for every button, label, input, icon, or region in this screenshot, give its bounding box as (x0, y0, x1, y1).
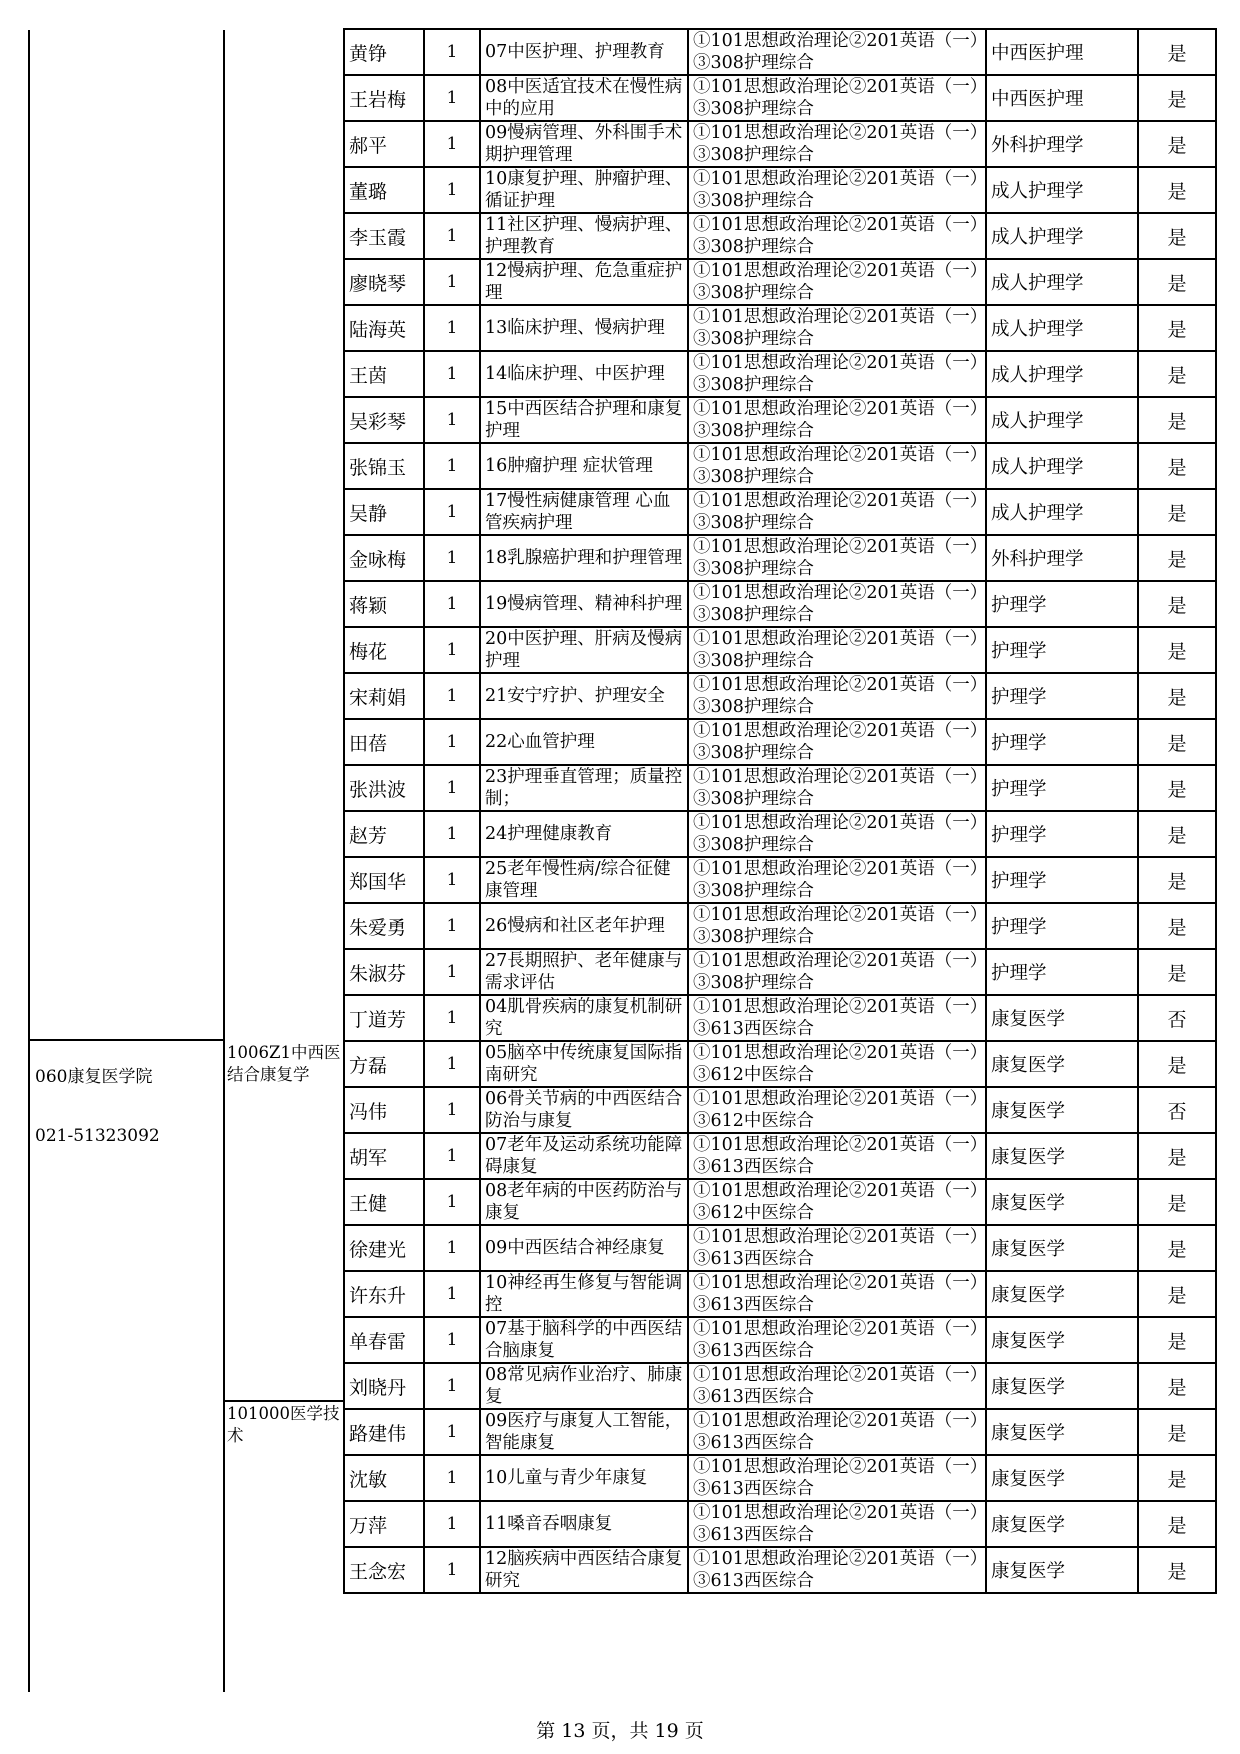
department: 护理学 (986, 765, 1138, 811)
research-direction: 15中西医结合护理和康复护理 (480, 397, 688, 443)
table-row (344, 397, 1216, 443)
exam-subjects: ①101思想政治理论②201英语（一）③613西医综合 (688, 1271, 986, 1317)
exam-subjects: ①101思想政治理论②201英语（一）③308护理综合 (688, 811, 986, 857)
tuimian-flag: 是 (1138, 535, 1216, 581)
exam-subjects: ①101思想政治理论②201英语（一）③613西医综合 (688, 1363, 986, 1409)
department: 中西医护理 (986, 29, 1138, 75)
exam-subjects: ①101思想政治理论②201英语（一）③308护理综合 (688, 949, 986, 995)
enrollment-count: 1 (424, 811, 480, 857)
enrollment-count: 1 (424, 1133, 480, 1179)
research-direction: 17慢性病健康管理 心血管疾病护理 (480, 489, 688, 535)
department: 康复医学 (986, 1087, 1138, 1133)
enrollment-count: 1 (424, 535, 480, 581)
exam-subjects: ①101思想政治理论②201英语（一）③308护理综合 (688, 581, 986, 627)
research-direction: 10儿童与青少年康复 (480, 1455, 688, 1501)
exam-subjects: ①101思想政治理论②201英语（一）③308护理综合 (688, 213, 986, 259)
supervisor-name: 许东升 (344, 1271, 424, 1317)
tuimian-flag: 是 (1138, 397, 1216, 443)
department: 康复医学 (986, 1409, 1138, 1455)
table-row (344, 75, 1216, 121)
enrollment-count: 1 (424, 213, 480, 259)
tuimian-flag: 是 (1138, 1041, 1216, 1087)
tuimian-flag: 是 (1138, 1363, 1216, 1409)
enrollment-count: 1 (424, 1271, 480, 1317)
exam-subjects: ①101思想政治理论②201英语（一）③308护理综合 (688, 29, 986, 75)
table-row (344, 351, 1216, 397)
enrollment-count: 1 (424, 1501, 480, 1547)
tuimian-flag: 是 (1138, 857, 1216, 903)
enrollment-count: 1 (424, 765, 480, 811)
research-direction: 20中医护理、肝病及慢病护理 (480, 627, 688, 673)
research-direction: 08常见病作业治疗、肺康复 (480, 1363, 688, 1409)
supervisor-name: 李玉霞 (344, 213, 424, 259)
supervisor-name: 张洪波 (344, 765, 424, 811)
table-row (344, 903, 1216, 949)
exam-subjects: ①101思想政治理论②201英语（一）③612中医综合 (688, 1179, 986, 1225)
research-direction: 12脑疾病中西医结合康复研究 (480, 1547, 688, 1593)
tuimian-flag: 是 (1138, 1225, 1216, 1271)
department: 成人护理学 (986, 259, 1138, 305)
tuimian-flag: 是 (1138, 213, 1216, 259)
department: 成人护理学 (986, 351, 1138, 397)
research-direction: 14临床护理、中医护理 (480, 351, 688, 397)
tuimian-flag: 是 (1138, 305, 1216, 351)
research-direction: 18乳腺癌护理和护理管理 (480, 535, 688, 581)
exam-subjects: ①101思想政治理论②201英语（一）③612中医综合 (688, 1041, 986, 1087)
table-row (344, 121, 1216, 167)
supervisor-name: 张锦玉 (344, 443, 424, 489)
tuimian-flag: 是 (1138, 1547, 1216, 1593)
supervisor-name: 吴彩琴 (344, 397, 424, 443)
enrollment-count: 1 (424, 1179, 480, 1225)
supervisor-name: 万萍 (344, 1501, 424, 1547)
enrollment-count: 1 (424, 1363, 480, 1409)
table-row (344, 213, 1216, 259)
research-direction: 08中医适宜技术在慢性病中的应用 (480, 75, 688, 121)
exam-subjects: ①101思想政治理论②201英语（一）③308护理综合 (688, 857, 986, 903)
table-row (344, 167, 1216, 213)
enrollment-count: 1 (424, 1317, 480, 1363)
exam-subjects: ①101思想政治理论②201英语（一）③613西医综合 (688, 1547, 986, 1593)
enrollment-count: 1 (424, 167, 480, 213)
tuimian-flag: 是 (1138, 811, 1216, 857)
table-row (344, 627, 1216, 673)
supervisor-name: 梅花 (344, 627, 424, 673)
enrollment-count: 1 (424, 627, 480, 673)
research-direction: 10神经再生修复与智能调控 (480, 1271, 688, 1317)
supervisor-table (343, 28, 1217, 1594)
left-column-border (28, 30, 30, 1692)
supervisor-name: 董璐 (344, 167, 424, 213)
tuimian-flag: 是 (1138, 903, 1216, 949)
tuimian-flag: 是 (1138, 75, 1216, 121)
tuimian-flag: 是 (1138, 351, 1216, 397)
supervisor-name: 沈敏 (344, 1455, 424, 1501)
research-direction: 05脑卒中传统康复国际指南研究 (480, 1041, 688, 1087)
research-direction: 08老年病的中医药防治与康复 (480, 1179, 688, 1225)
department: 护理学 (986, 719, 1138, 765)
supervisor-name: 朱爱勇 (344, 903, 424, 949)
exam-subjects: ①101思想政治理论②201英语（一）③308护理综合 (688, 489, 986, 535)
table-row (344, 811, 1216, 857)
department: 康复医学 (986, 1317, 1138, 1363)
exam-subjects: ①101思想政治理论②201英语（一）③613西医综合 (688, 1455, 986, 1501)
supervisor-name: 冯伟 (344, 1087, 424, 1133)
tuimian-flag: 是 (1138, 1501, 1216, 1547)
research-direction: 10康复护理、肿瘤护理、循证护理 (480, 167, 688, 213)
research-direction: 25老年慢性病/综合征健康管理 (480, 857, 688, 903)
research-direction: 27長期照护、老年健康与需求评估 (480, 949, 688, 995)
tuimian-flag: 是 (1138, 29, 1216, 75)
tuimian-flag: 是 (1138, 1317, 1216, 1363)
tuimian-flag: 是 (1138, 1133, 1216, 1179)
supervisor-name: 郑国华 (344, 857, 424, 903)
tuimian-flag: 是 (1138, 1179, 1216, 1225)
tuimian-flag: 是 (1138, 489, 1216, 535)
enrollment-count: 1 (424, 75, 480, 121)
tuimian-flag: 是 (1138, 949, 1216, 995)
research-direction: 09慢病管理、外科围手术期护理管理 (480, 121, 688, 167)
enrollment-count: 1 (424, 443, 480, 489)
department: 成人护理学 (986, 489, 1138, 535)
research-direction: 13临床护理、慢病护理 (480, 305, 688, 351)
tuimian-flag: 是 (1138, 627, 1216, 673)
supervisor-name: 陆海英 (344, 305, 424, 351)
exam-subjects: ①101思想政治理论②201英语（一）③308护理综合 (688, 535, 986, 581)
exam-subjects: ①101思想政治理论②201英语（一）③308护理综合 (688, 673, 986, 719)
supervisor-name: 赵芳 (344, 811, 424, 857)
table-row (344, 259, 1216, 305)
table-row (344, 1179, 1216, 1225)
supervisor-name: 王茵 (344, 351, 424, 397)
research-direction: 11嗓音吞咽康复 (480, 1501, 688, 1547)
department: 护理学 (986, 673, 1138, 719)
tuimian-flag: 是 (1138, 581, 1216, 627)
department: 康复医学 (986, 1133, 1138, 1179)
exam-subjects: ①101思想政治理论②201英语（一）③308护理综合 (688, 167, 986, 213)
exam-subjects: ①101思想政治理论②201英语（一）③613西医综合 (688, 1225, 986, 1271)
supervisor-name: 廖晓琴 (344, 259, 424, 305)
supervisor-name: 郝平 (344, 121, 424, 167)
tuimian-flag: 是 (1138, 673, 1216, 719)
enrollment-count: 1 (424, 1409, 480, 1455)
enrollment-count: 1 (424, 581, 480, 627)
supervisor-name: 丁道芳 (344, 995, 424, 1041)
research-direction: 26慢病和社区老年护理 (480, 903, 688, 949)
exam-subjects: ①101思想政治理论②201英语（一）③612中医综合 (688, 1087, 986, 1133)
table-row (344, 995, 1216, 1041)
department: 外科护理学 (986, 121, 1138, 167)
table-row (344, 1409, 1216, 1455)
supervisor-name: 方磊 (344, 1041, 424, 1087)
exam-subjects: ①101思想政治理论②201英语（一）③613西医综合 (688, 1409, 986, 1455)
table-row (344, 305, 1216, 351)
research-direction: 12慢病护理、危急重症护理 (480, 259, 688, 305)
supervisor-name: 王岩梅 (344, 75, 424, 121)
department: 中西医护理 (986, 75, 1138, 121)
tuimian-flag: 否 (1138, 1087, 1216, 1133)
supervisor-name: 宋莉娟 (344, 673, 424, 719)
department: 康复医学 (986, 995, 1138, 1041)
supervisor-name: 吴静 (344, 489, 424, 535)
research-direction: 22心血管护理 (480, 719, 688, 765)
table-row (344, 673, 1216, 719)
table-row (344, 1455, 1216, 1501)
exam-subjects: ①101思想政治理论②201英语（一）③613西医综合 (688, 1317, 986, 1363)
department: 康复医学 (986, 1041, 1138, 1087)
department: 康复医学 (986, 1225, 1138, 1271)
tuimian-flag: 是 (1138, 443, 1216, 489)
enrollment-count: 1 (424, 903, 480, 949)
tuimian-flag: 是 (1138, 121, 1216, 167)
department: 护理学 (986, 903, 1138, 949)
research-direction: 06骨关节病的中西医结合防治与康复 (480, 1087, 688, 1133)
major-column-border (223, 30, 225, 1692)
enrollment-count: 1 (424, 1041, 480, 1087)
tuimian-flag: 是 (1138, 259, 1216, 305)
supervisor-name: 黄铮 (344, 29, 424, 75)
table-row (344, 1225, 1216, 1271)
supervisor-name: 朱淑芬 (344, 949, 424, 995)
tuimian-flag: 是 (1138, 1455, 1216, 1501)
exam-subjects: ①101思想政治理论②201英语（一）③308护理综合 (688, 627, 986, 673)
department: 康复医学 (986, 1501, 1138, 1547)
department: 成人护理学 (986, 305, 1138, 351)
department: 护理学 (986, 857, 1138, 903)
research-direction: 07基于脑科学的中西医结合脑康复 (480, 1317, 688, 1363)
enrollment-count: 1 (424, 397, 480, 443)
supervisor-name: 王健 (344, 1179, 424, 1225)
table-row (344, 535, 1216, 581)
research-direction: 11社区护理、慢病护理、护理教育 (480, 213, 688, 259)
table-row (344, 1363, 1216, 1409)
research-direction: 19慢病管理、精神科护理 (480, 581, 688, 627)
enrollment-count: 1 (424, 121, 480, 167)
page-footer: 第 13 页，共 19 页 (536, 1720, 704, 1742)
major-name: 1006Z1中西医结合康复学 (227, 1043, 341, 1084)
department: 护理学 (986, 581, 1138, 627)
college-name: 060康复医学院 (35, 1067, 153, 1087)
exam-subjects: ①101思想政治理论②201英语（一）③308护理综合 (688, 397, 986, 443)
research-direction: 23护理垂直管理；质量控制； (480, 765, 688, 811)
department: 成人护理学 (986, 167, 1138, 213)
exam-subjects: ①101思想政治理论②201英语（一）③613西医综合 (688, 995, 986, 1041)
supervisor-name: 路建伟 (344, 1409, 424, 1455)
table-row (344, 1317, 1216, 1363)
exam-subjects: ①101思想政治理论②201英语（一）③308护理综合 (688, 903, 986, 949)
research-direction: 24护理健康教育 (480, 811, 688, 857)
enrollment-count: 1 (424, 673, 480, 719)
exam-subjects: ①101思想政治理论②201英语（一）③308护理综合 (688, 765, 986, 811)
tuimian-flag: 是 (1138, 1271, 1216, 1317)
exam-subjects: ①101思想政治理论②201英语（一）③308护理综合 (688, 75, 986, 121)
enrollment-count: 1 (424, 1547, 480, 1593)
table-row (344, 1271, 1216, 1317)
table-row (344, 949, 1216, 995)
research-direction: 04肌骨疾病的康复机制研究 (480, 995, 688, 1041)
exam-subjects: ①101思想政治理论②201英语（一）③308护理综合 (688, 351, 986, 397)
table-row (344, 489, 1216, 535)
supervisor-name: 金咏梅 (344, 535, 424, 581)
supervisor-name: 胡军 (344, 1133, 424, 1179)
table-row (344, 581, 1216, 627)
enrollment-count: 1 (424, 719, 480, 765)
enrollment-count: 1 (424, 305, 480, 351)
table-row (344, 443, 1216, 489)
table-row (344, 1133, 1216, 1179)
department: 康复医学 (986, 1547, 1138, 1593)
enrollment-count: 1 (424, 1087, 480, 1133)
supervisor-name: 王念宏 (344, 1547, 424, 1593)
supervisor-name: 蒋颖 (344, 581, 424, 627)
research-direction: 09医疗与康复人工智能，智能康复 (480, 1409, 688, 1455)
enrollment-count: 1 (424, 259, 480, 305)
department: 护理学 (986, 811, 1138, 857)
tuimian-flag: 是 (1138, 719, 1216, 765)
enrollment-count: 1 (424, 995, 480, 1041)
tuimian-flag: 是 (1138, 765, 1216, 811)
exam-subjects: ①101思想政治理论②201英语（一）③308护理综合 (688, 121, 986, 167)
supervisor-name: 刘晓丹 (344, 1363, 424, 1409)
table-row (344, 1041, 1216, 1087)
tuimian-flag: 是 (1138, 167, 1216, 213)
tuimian-flag: 是 (1138, 1409, 1216, 1455)
major-name: 101000医学技术 (227, 1404, 340, 1445)
college-phone: 021-51323092 (35, 1126, 160, 1146)
major-section-divider (223, 1400, 343, 1402)
exam-subjects: ①101思想政治理论②201英语（一）③308护理综合 (688, 259, 986, 305)
department: 成人护理学 (986, 397, 1138, 443)
research-direction: 07老年及运动系统功能障碍康复 (480, 1133, 688, 1179)
department: 康复医学 (986, 1455, 1138, 1501)
exam-subjects: ①101思想政治理论②201英语（一）③308护理综合 (688, 719, 986, 765)
supervisor-name: 单春雷 (344, 1317, 424, 1363)
tuimian-flag: 否 (1138, 995, 1216, 1041)
enrollment-count: 1 (424, 857, 480, 903)
supervisor-name: 田蓓 (344, 719, 424, 765)
enrollment-count: 1 (424, 489, 480, 535)
table-row (344, 857, 1216, 903)
department: 康复医学 (986, 1363, 1138, 1409)
research-direction: 16肿瘤护理 症状管理 (480, 443, 688, 489)
research-direction: 07中医护理、护理教育 (480, 29, 688, 75)
enrollment-count: 1 (424, 29, 480, 75)
table-row (344, 765, 1216, 811)
department: 护理学 (986, 949, 1138, 995)
enrollment-count: 1 (424, 351, 480, 397)
enrollment-count: 1 (424, 949, 480, 995)
research-direction: 09中西医结合神经康复 (480, 1225, 688, 1271)
department: 护理学 (986, 627, 1138, 673)
table-row (344, 719, 1216, 765)
department: 康复医学 (986, 1179, 1138, 1225)
exam-subjects: ①101思想政治理论②201英语（一）③613西医综合 (688, 1501, 986, 1547)
supervisor-name: 徐建光 (344, 1225, 424, 1271)
enrollment-count: 1 (424, 1225, 480, 1271)
table-row (344, 1087, 1216, 1133)
exam-subjects: ①101思想政治理论②201英语（一）③613西医综合 (688, 1133, 986, 1179)
research-direction: 21安宁疗护、护理安全 (480, 673, 688, 719)
table-row (344, 1501, 1216, 1547)
table-row (344, 1547, 1216, 1593)
department: 康复医学 (986, 1271, 1138, 1317)
exam-subjects: ①101思想政治理论②201英语（一）③308护理综合 (688, 305, 986, 351)
department: 成人护理学 (986, 443, 1138, 489)
department: 成人护理学 (986, 213, 1138, 259)
college-section-divider (28, 1039, 225, 1041)
exam-subjects: ①101思想政治理论②201英语（一）③308护理综合 (688, 443, 986, 489)
enrollment-count: 1 (424, 1455, 480, 1501)
table-row (344, 29, 1216, 75)
department: 外科护理学 (986, 535, 1138, 581)
